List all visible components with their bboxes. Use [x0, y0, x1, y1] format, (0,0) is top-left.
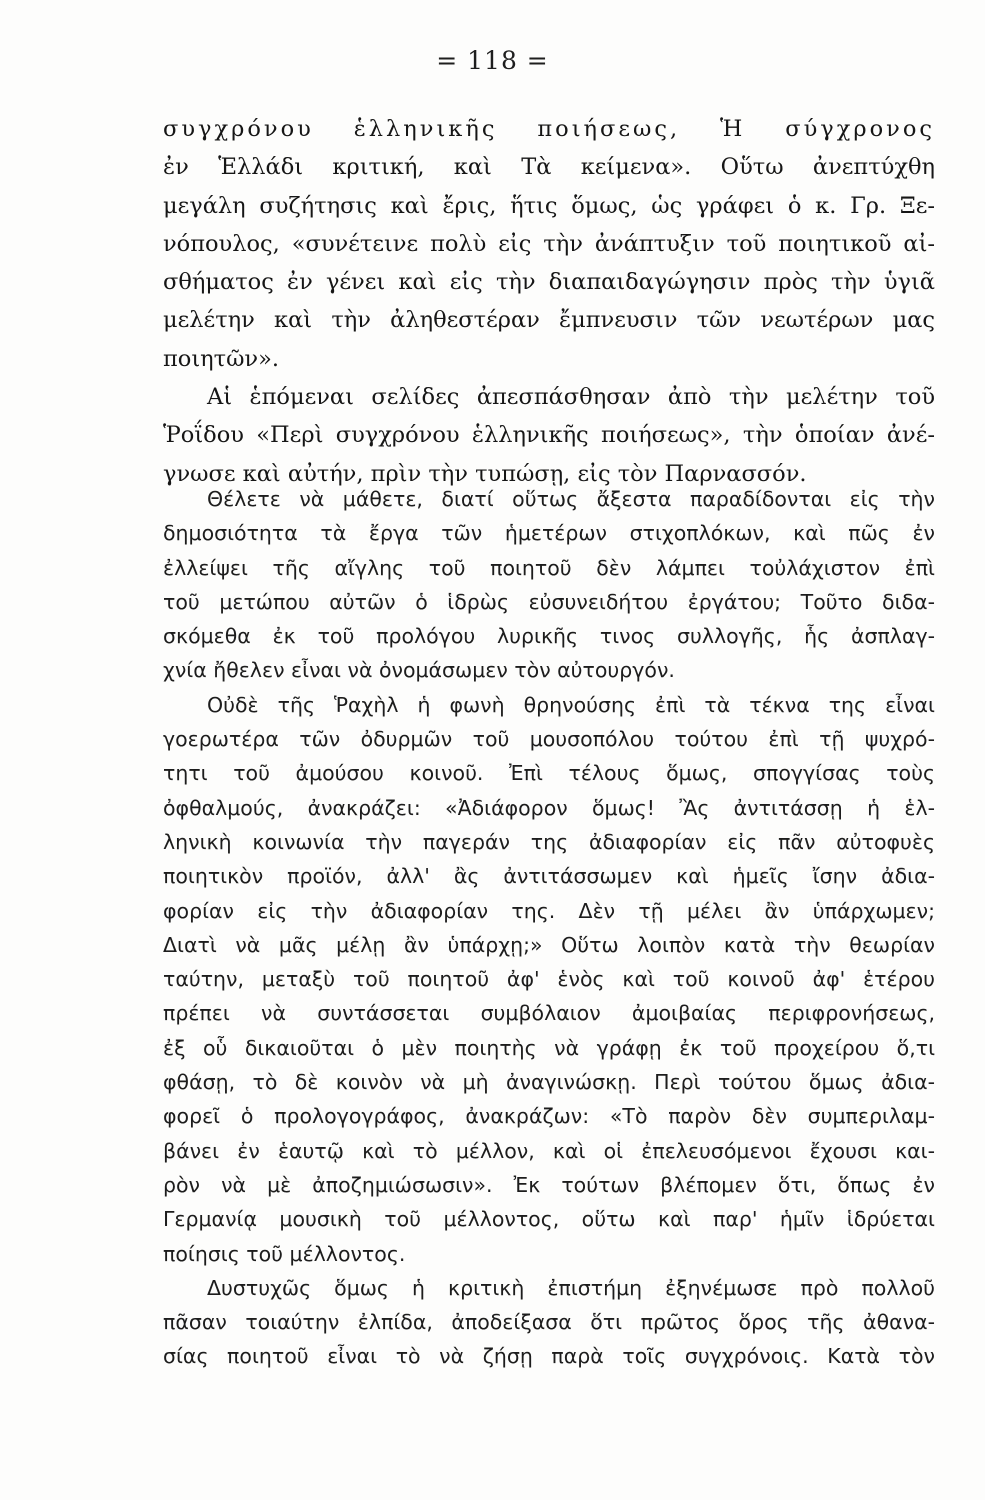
text-line: Ῥοΐδου «Περὶ συγχρόνου ἑλληνικῆς ποιήσεως», τὴν ὁποίαν ἀνέ- — [163, 422, 935, 449]
text-line: Γερμανίᾳ μουσικὴ τοῦ μέλλοντος, οὕτω καὶ παρ' ἡμῖν ἱδρύεται — [163, 1207, 935, 1232]
text-line: γνωσε καὶ αὐτήν, πρὶν τὴν τυπώσῃ, εἰς τὸν Παρνασσόν. — [163, 460, 807, 487]
text-line: ποιητῶν». — [163, 345, 280, 372]
text-line: Δυστυχῶς ὅμως ἡ κριτικὴ ἐπιστήμη ἐξηνέμωσε πρὸ πολλοῦ — [207, 1275, 935, 1300]
text-line: σκόμεθα ἐκ τοῦ προλόγου λυρικῆς τινος συλλογῆς, ἧς ἀσπλαγ- — [163, 624, 935, 649]
text-line: ταύτην, μεταξὺ τοῦ ποιητοῦ ἀφ' ἑνὸς καὶ τοῦ κοινοῦ ἀφ' ἑτέρου — [163, 967, 935, 992]
text-line: φορεῖ ὁ προλογογράφος, ἀνακράζων: «Τὸ παρὸν δὲν συμπεριλαμ- — [163, 1104, 935, 1129]
text-line: τητι τοῦ ἀμούσου κοινοῦ. Ἐπὶ τέλους ὅμως, σπογγίσας τοὺς — [163, 761, 935, 786]
excerpt-text — [163, 482, 935, 1374]
text-line: ὀφθαλμούς, ἀνακράζει: «Ἀδιάφορον ὅμως! Ἂς ἀντιτάσσῃ ἡ ἑλ- — [163, 795, 935, 820]
text-line: νόπουλος, «συνέτεινε πολὺ εἰς τὴν ἀνάπτυξιν τοῦ ποιητικοῦ αἰ- — [163, 230, 935, 257]
text-line: ληνικὴ κοινωνία τὴν παγεράν της ἀδιαφορίαν εἰς πᾶν αὐτοφυὲς — [163, 829, 935, 854]
text-line: ποιητικὸν προϊόν, ἀλλ' ἂς ἀντιτάσσωμεν καὶ ἡμεῖς ἴσην ἀδια- — [163, 864, 935, 889]
text-line: Διατὶ νὰ μᾶς μέλῃ ἂν ὑπάρχῃ;» Οὕτω λοιπὸν κατὰ τὴν θεωρίαν — [163, 932, 935, 957]
text-line: ρὸν νὰ μὲ ἀποζημιώσωσιν». Ἐκ τούτων βλέπομεν ὅτι, ὅπως ἐν — [163, 1172, 935, 1197]
text-line: μεγάλη συζήτησις καὶ ἔρις, ἥτις ὅμως, ὡς γράφει ὁ κ. Γρ. Ξε- — [163, 192, 935, 219]
text-line: χνία ἤθελεν εἶναι νὰ ὀνομάσωμεν τὸν αὐτουργόν. — [163, 658, 675, 683]
text-line: ποίησις τοῦ μέλλοντος. — [163, 1241, 406, 1266]
text-line: ἐν Ἑλλάδι κριτική, καὶ Τὰ κείμενα». Οὕτω ἀνεπτύχθη — [163, 154, 935, 181]
text-line: φθάσῃ, τὸ δὲ κοινὸν νὰ μὴ ἀναγινώσκῃ. Περὶ τούτου ὅμως ἀδια- — [163, 1070, 935, 1095]
text-line: πρέπει νὰ συντάσσεται συμβόλαιον ἀμοιβαίας περιφρονήσεως, — [163, 1001, 935, 1026]
text-line: βάνει ἐν ἑαυτῷ καὶ τὸ μέλλον, καὶ οἱ ἐπελευσόμενοι ἔχουσι και- — [163, 1138, 935, 1163]
text-line: Οὐδὲ τῆς Ῥαχὴλ ἡ φωνὴ θρηνούσης ἐπὶ τὰ τέκνα της εἶναι — [207, 692, 935, 717]
text-line: δημοσιότητα τὰ ἔργα τῶν ἡμετέρων στιχοπλόκων, καὶ πῶς ἐν — [163, 521, 935, 546]
text-line: σθήματος ἐν γένει καὶ εἰς τὴν διαπαιδαγώγησιν πρὸς τὴν ὑγιᾶ — [163, 269, 935, 296]
text-line: συγχρόνου ἑλληνικῆς ποιήσεως, Ἡ σύγχρονος — [163, 116, 935, 142]
page-number: = 118 = — [436, 46, 549, 75]
text-line: ἐξ οὗ δικαιοῦται ὁ μὲν ποιητὴς νὰ γράφῃ ἐκ τοῦ προχείρου ὅ,τι — [163, 1035, 935, 1060]
intro-text — [163, 110, 935, 493]
text-line: Αἱ ἑπόμεναι σελίδες ἀπεσπάσθησαν ἀπὸ τὴν μελέτην τοῦ — [207, 384, 935, 411]
text-line: πᾶσαν τοιαύτην ἐλπίδα, ἀποδείξασα ὅτι πρῶτος ὅρος τῆς ἀθανα- — [163, 1310, 935, 1335]
text-line: σίας ποιητοῦ εἶναι τὸ νὰ ζήσῃ παρὰ τοῖς συγχρόνοις. Κατὰ τὸν — [163, 1344, 935, 1369]
text-line: ἐλλείψει τῆς αἴγλης τοῦ ποιητοῦ δὲν λάμπει τοὐλάχιστον ἐπὶ — [163, 555, 935, 580]
text-line: Θέλετε νὰ μάθετε, διατί οὕτως ἄξεστα παραδίδονται εἰς τὴν — [207, 487, 935, 511]
text-line: τοῦ μετώπου αὐτῶν ὁ ἱδρὼς εὐσυνειδήτου ἐργάτου; Τοῦτο διδα- — [163, 589, 935, 614]
text-line: μελέτην καὶ τὴν ἀληθεστέραν ἔμπνευσιν τῶν νεωτέρων μας — [163, 307, 935, 334]
text-line: φορίαν εἰς τὴν ἀδιαφορίαν της. Δὲν τῇ μέλει ἂν ὑπάρχωμεν; — [163, 898, 935, 923]
text-line: γοερωτέρα τῶν ὀδυρμῶν τοῦ μουσοπόλου τούτου ἐπὶ τῇ ψυχρό- — [163, 727, 935, 752]
